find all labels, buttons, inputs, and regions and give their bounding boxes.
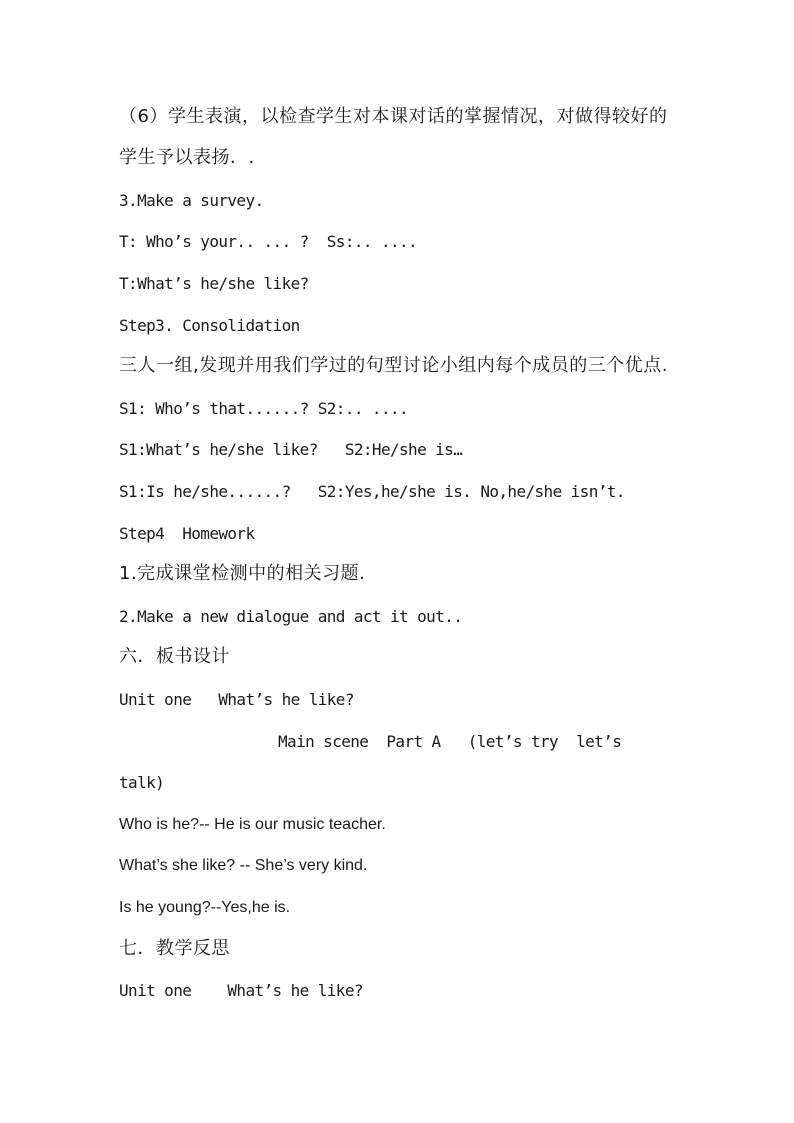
text-line-make-survey: 3.Make a survey. [119, 191, 264, 210]
text-line-board-who-is-he: Who is he?-- He is our music teacher. [119, 816, 386, 833]
text-line-dialogue-3: S1:Is he/she......? S2:Yes,he/she is. No,he/she isn’t. [119, 482, 625, 501]
text-line-board-whats-she-like: What’s she like? -- She’s very kind. [119, 857, 368, 874]
text-line-board-design-heading: 六．板书设计 [119, 646, 230, 667]
text-line-reflection-unit-title: Unit one What’s he like? [119, 981, 363, 1000]
text-line-dialogue-2: S1:What’s he/she like? S2:He/she is… [119, 440, 463, 459]
text-line-homework-2: 2.Make a new dialogue and act it out.. [119, 607, 463, 626]
text-line-survey-question: T: Who’s your.. ... ? Ss:.. .... [119, 232, 418, 251]
text-line-homework-1: 1.完成课堂检测中的相关习题. [119, 563, 366, 584]
text-line-step3-heading: Step3. Consolidation [119, 316, 300, 335]
text-line-board-talk: talk) [119, 773, 165, 792]
text-line-board-unit-title: Unit one What’s he like? [119, 690, 354, 709]
text-line-group-discussion: 三人一组,发现并用我们学过的句型讨论小组内每个成员的三个优点. [119, 355, 668, 376]
text-line-whats-he-like: T:What’s he/she like? [119, 274, 309, 293]
text-line-student-performance: （6）学生表演，以检查学生对本课对话的掌握情况，对做得较好的 [119, 106, 668, 127]
text-line-reflection-heading: 七．教学反思 [119, 938, 230, 959]
text-line-board-is-he-young: Is he young?--Yes,he is. [119, 899, 291, 916]
text-line-dialogue-1: S1: Who’s that......? S2:.. .... [119, 399, 409, 418]
text-line-praise: 学生予以表扬．. [119, 147, 255, 168]
text-line-board-part-a: Main scene Part A (let’s try let’s [278, 732, 622, 751]
text-line-step4-heading: Step4 Homework [119, 524, 255, 543]
